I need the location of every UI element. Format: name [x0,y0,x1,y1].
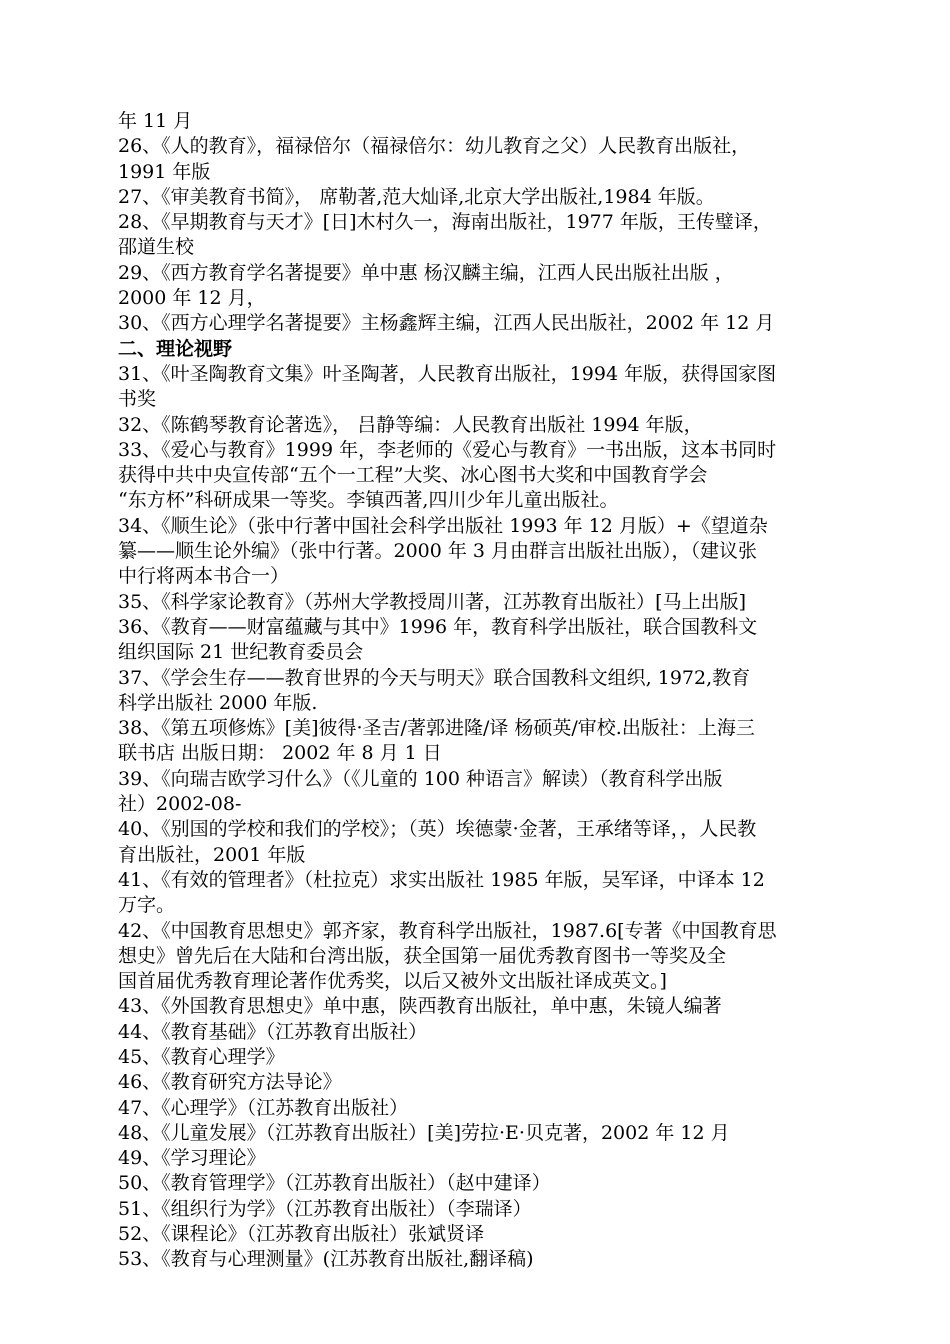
text-line: 36、《教育——财富蕴藏与其中》1996 年，教育科学出版社，联合国教科文 [118,615,758,638]
text-line: 52、《课程论》（江苏教育出版社）张斌贤译 [118,1223,485,1246]
text-line: 纂——顺生论外编》（张中行著。2000 年 3 月由群言出版社出版），（建议张 [118,540,758,563]
text-line: 50、《教育管理学》（江苏教育出版社）（赵中建译） [118,1172,551,1195]
text-line: 27、《审美教育书简》， 席勒著,范大灿译,北京大学出版社,1984 年版。 [118,185,715,208]
text-line: 51、《组织行为学》（江苏教育出版社）（李瑞译） [118,1197,532,1220]
text-line: 45、《教育心理学》 [118,1045,285,1068]
text-line: 49、《学习理论》 [118,1147,266,1170]
text-line: 28、《早期教育与天才》[日]木村久一，海南出版社，1977 年版，王传璧译， [118,211,772,234]
text-line: 获得中共中央宣传部“五个一工程”大奖、冰心图书大奖和中国教育学会 [118,464,708,487]
text-line: 46、《教育研究方法导论》 [118,1071,342,1094]
text-line: 43、《外国教育思想史》单中惠，陕西教育出版社，单中惠，朱镜人编著 [118,995,722,1018]
section-heading: 二、理论视野 [118,337,233,360]
text-line: 30、《西方心理学名著提要》主杨鑫辉主编，江西人民出版社，2002 年 12 月 [118,312,775,335]
text-line: 31、《叶圣陶教育文集》叶圣陶著，人民教育出版社，1994 年版，获得国家图 [118,362,777,385]
text-line: 联书店 出版日期： 2002 年 8 月 1 日 [118,742,442,765]
text-line: 1991 年版 [118,160,211,183]
text-line: “东方杯”科研成果一等奖。李镇西著,四川少年儿童出版社。 [118,489,619,512]
text-line: 44、《教育基础》（江苏教育出版社） [118,1020,428,1043]
text-line: 33、《爱心与教育》1999 年，李老师的《爱心与教育》一书出版，这本书同时 [118,438,777,461]
text-line: 42、《中国教育思想史》郭齐家，教育科学出版社，1987.6[专著《中国教育思 [118,919,777,942]
text-line: 国首届优秀教育理论著作优秀奖，以后又被外文出版社译成英文。] [118,970,667,993]
text-line: 书奖 [118,388,157,411]
text-line: 34、《顺生论》（张中行著中国社会科学出版社 1993 年 12 月版）+《望道杂 [118,514,768,537]
text-line: 2000 年 12 月， [118,287,266,310]
text-line: 47、《心理学》（江苏教育出版社） [118,1096,409,1119]
text-line: 37、《学会生存——教育世界的今天与明天》联合国教科文组织, 1972,教育 [118,666,751,689]
text-line: 39、《向瑞吉欧学习什么》（《儿童的 100 种语言》解读）（教育科学出版 [118,767,723,790]
text-line: 组织国际 21 世纪教育委员会 [118,641,364,664]
text-line: 万字。 [118,894,176,917]
text-line: 38、《第五项修炼》[美]彼得·圣吉/著郭进隆/译 杨硕英/审校.出版社：上海三 [118,717,755,740]
text-line: 中行将两本书合一） [118,565,290,588]
text-line: 邵道生校 [118,236,195,259]
text-line: 48、《儿童发展》（江苏教育出版社）[美]劳拉·E·贝克著，2002 年 12 月 [118,1121,730,1144]
text-line: 53、《教育与心理测量》(江苏教育出版社,翻译稿) [118,1248,534,1271]
text-line: 40、《别国的学校和我们的学校》；（英）埃德蒙·金著，王承绪等译，，人民教 [118,818,757,841]
text-line: 社）2002-08- [118,793,242,816]
text-line: 32、《陈鹤琴教育论著选》， 吕静等编：人民教育出版社 1994 年版， [118,413,703,436]
text-line: 想史》曾先后在大陆和台湾出版，获全国第一届优秀教育图书一等奖及全 [118,944,727,967]
text-line: 29、《西方教育学名著提要》单中惠 杨汉麟主编，江西人民出版社出版 ， [118,261,734,284]
document-page [118,109,838,1273]
text-line: 35、《科学家论教育》（苏州大学教授周川著，江苏教育出版社）[马上出版] [118,590,747,613]
text-line: 年 11 月 [118,110,193,132]
text-line: 育出版社，2001 年版 [118,843,306,866]
text-line: 26、《人的教育》，福禄倍尔（福禄倍尔：幼儿教育之父）人民教育出版社， [118,135,751,158]
text-line: 41、《有效的管理者》（杜拉克）求实出版社 1985 年版，吴军译，中译本 12 [118,868,765,891]
text-line: 科学出版社 2000 年版. [118,691,318,714]
